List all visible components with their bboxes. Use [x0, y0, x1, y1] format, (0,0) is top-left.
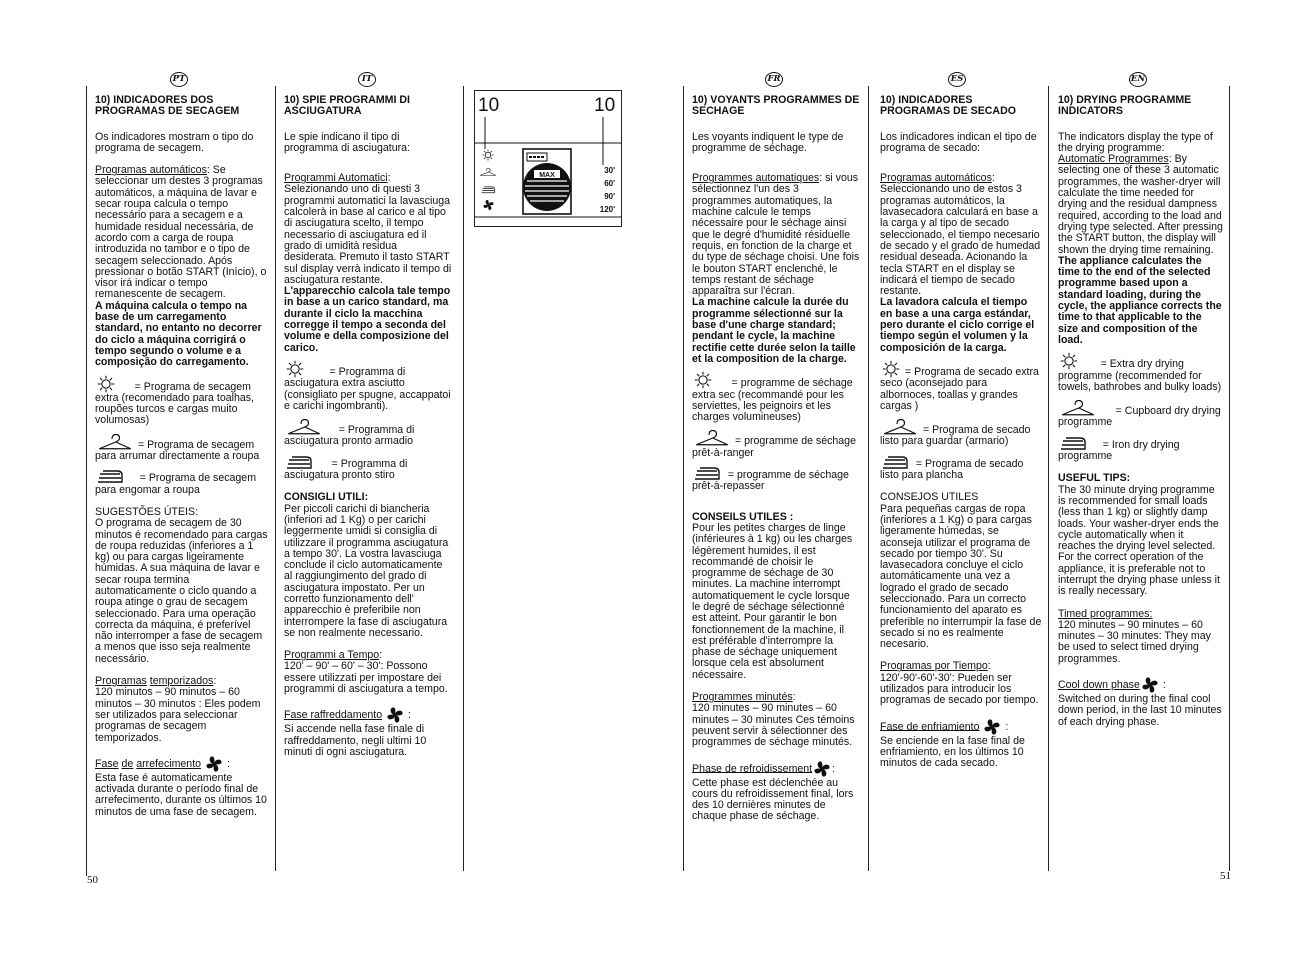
- column-divider: [275, 86, 276, 871]
- auto-programs-note: La lavadora calcula el tiempo en base a una carga estándar, pero durante el ciclo corrige el tiempo según el volumen y la composición de la carga.: [880, 296, 1035, 354]
- extra-dry-text: = Programma di asciugatura extra asciutto (consigliato per spugne, accappatoi e carichi ingombranti).: [284, 365, 451, 412]
- extra-dry-item: [692, 371, 860, 423]
- auto-programs-text: : By selecting one of these 3 automatic programmes, the washer-dryer will calculate the time needed for drying and the residual dampness required, according to the load and drying type selected. After pressing the START button, the display will shown the drying time remaining.: [1058, 153, 1223, 256]
- fan-icon: [385, 706, 405, 724]
- time-label: 60': [604, 179, 615, 188]
- sun-icon: [284, 360, 306, 378]
- extra-dry-item: [95, 375, 271, 427]
- column-pt: [95, 95, 271, 818]
- cool-label-part: Cool down phase: [1058, 678, 1140, 691]
- callout-number-left: 10: [478, 95, 500, 116]
- fan-icon: [812, 760, 832, 778]
- tips-text: Para pequeñas cargas de ropa (inferiores a 1 Kg) o para cargas ligeramente húmedas, se aconseja utilizar el programa de secado por tiempo 30'. Su lavasecadora concluye el ciclo automáticamente una vez a logrado el grado de secado seleccionado. Para un correcto funcionamiento del aparato es preferible no interrumpir la fase de secado si no es realmente necesario.: [880, 502, 1042, 651]
- time-label: 120': [599, 205, 615, 214]
- cupboard-dry-text: = Programma di asciugatura pronto armadio: [284, 424, 415, 448]
- hanger-icon: [880, 418, 920, 436]
- tips-label: CONSEILS UTILES :: [692, 510, 794, 523]
- intro-text: Os indicadores mostram o tipo do programa de secagem.: [95, 130, 254, 154]
- cupboard-dry-text: = Programa de secado listo para guardar (armario): [880, 424, 1031, 448]
- auto-programs-note: The appliance calculates the time to the end of the selected programme based upon a standard loading, during the cycle, the appliance corrects the time to that applicable to the size and composition of the load.: [1058, 254, 1222, 346]
- sun-icon: [1058, 352, 1080, 370]
- iron-dry-item: [1058, 435, 1224, 463]
- cupboard-dry-text: = Cupboard dry drying programme: [1058, 405, 1221, 429]
- auto-programs-label: Programas automáticos: [95, 164, 207, 177]
- timed-programs-label: Programas temporizados:: [95, 675, 217, 688]
- tips-label: SUGESTÕES ÚTEIS:: [95, 505, 199, 518]
- tips-label: CONSEJOS UTILES: [880, 491, 979, 504]
- iron-dry-text: = Programa de secagem para engomar a roupa: [95, 472, 257, 496]
- timed-programs-label: Programmi a Tempo:: [284, 649, 383, 662]
- column-divider: [1229, 86, 1230, 871]
- iron-dry-text: = programme de séchage prêt-à-repasser: [692, 469, 849, 493]
- auto-programs-note: L'apparecchio calcola tale tempo in base a un carico standard, ma durante il ciclo la macchina corregge il tempo a seconda del volume e della composizione del carico.: [284, 285, 451, 354]
- auto-programs-text: : si vous sélectionnez l'un des 3 programmes automatiques, la machine calcule le temps nécessaire pour le séchage ainsi que le degré d'humidité résiduelle requis, en fonction de la charge et du type de séchage choisi. Une fois le bouton START enclenché, le temps restant de séchage apparaîtra sur l'écran.: [692, 172, 860, 298]
- intro-text: Les voyants indiquent le type de programme de séchage.: [692, 130, 844, 154]
- column-divider: [868, 86, 869, 871]
- auto-programs-paragraph: [95, 165, 271, 301]
- cupboard-dry-item: [95, 433, 271, 463]
- timed-programs-text: 120 minutes – 90 minutes – 60 minutes – 30 minutes Ces témoins peuvent servir à sélectionner des programmes de séchage minutés.: [692, 702, 855, 749]
- language-badge-pt: PT: [170, 72, 188, 87]
- auto-programs-label: Programas automáticos: [880, 172, 992, 185]
- auto-programs-paragraph: [1058, 154, 1224, 256]
- timed-programs-text: 120 minutes – 90 minutes – 60 minutes – 30 minutes: They may be used to select timed drying programmes.: [1058, 618, 1211, 665]
- iron-icon: [95, 468, 125, 484]
- page-number-left: 50: [87, 874, 98, 886]
- time-label: 30': [604, 166, 615, 175]
- extra-dry-text: = programme de séchage extra sec (recommandé pour les serviettes, les peignoirs et les charges volumineuses): [692, 377, 853, 424]
- panel-drawing: [475, 91, 621, 226]
- sun-icon: [483, 150, 494, 161]
- auto-programs-note: La machine calcule la durée du programme sélectionné sur la base d'une charge standard; pendant le cycle, la machine rectifie cette durée selon la taille et la composition de la charge.: [692, 296, 856, 365]
- column-divider: [463, 86, 464, 871]
- iron-dry-text: = Programma di asciugatura pronto stiro: [284, 457, 408, 482]
- cool-label-part: arrefecimento: [136, 757, 202, 770]
- cupboard-dry-item: [1058, 399, 1224, 429]
- hanger-icon: [692, 429, 732, 447]
- section-heading: 10) INDICADORES DOS PROGRAMAS DE SECAGEM: [95, 94, 240, 118]
- column-en: [1058, 95, 1224, 728]
- section-heading: 10) DRYING PROGRAMME INDICATORS: [1058, 94, 1192, 118]
- timed-label-part: Programmes minutés: [692, 691, 793, 704]
- auto-programs-text: : Selezionando uno di questi 3 programmi automatici la lavasciuga calcolerà in base al carico e al tipo di asciugatura scelto, il tempo necessario di asciugatura ed il grado di umidità residua desiderata. Premuto il tasto START sul display verrà indicato il tempo di asciugatura restante.: [284, 172, 452, 286]
- cool-label-part: Fase de enfriamiento: [880, 720, 980, 733]
- cool-down-text: Se enciende en la fase final de enfriamiento, en los últimos 10 minutos de cada secado.: [880, 734, 1025, 770]
- callout-number-right: 10: [594, 95, 616, 116]
- cool-label-part: Fase raffreddamento: [284, 709, 383, 722]
- cool-down-label: Fase de enfriamiento :: [880, 718, 1042, 736]
- auto-programs-label: Programmi Automatici: [284, 172, 388, 185]
- control-panel-diagram: [474, 90, 622, 227]
- sun-icon: [95, 375, 117, 393]
- cupboard-dry-item: [880, 418, 1042, 448]
- auto-programs-paragraph: [284, 173, 452, 286]
- section-heading: 10) INDICADORES PROGRAMAS DE SECADO: [880, 94, 1016, 118]
- tips-label: CONSIGLI UTILI:: [284, 491, 369, 504]
- timed-label-part: Programas por Tiempo: [880, 660, 988, 673]
- auto-programs-label: Automatic Programmes: [1058, 153, 1169, 166]
- column-fr: [692, 95, 860, 823]
- fan-icon: [483, 200, 493, 210]
- iron-dry-item: [692, 465, 860, 493]
- iron-dry-item: [284, 454, 452, 482]
- cool-down-label: Fase de arrefecimento :: [95, 755, 271, 773]
- auto-programs-text: : Se seleccionar um destes 3 programas automáticos, a máquina de lavar e secar roupa calcula o tempo necessário para a secagem e a humidade residual necessária, de acordo com a carga de roupa introduzida no tambor e o tipo de secagem seleccionado. Após pressionar o botão START (Início), o visor irá indicar o tempo remanescente de secagem.: [95, 164, 267, 301]
- fan-icon: [982, 718, 1002, 736]
- timed-programs-text: 120'-90'-60'-30': Pueden ser utilizados para introducir los programas de secado por tiempo.: [880, 671, 1039, 707]
- column-divider: [683, 86, 684, 871]
- hanger-icon: [1058, 399, 1098, 417]
- auto-programs-label: Programmes automatiques: [692, 172, 820, 185]
- sun-icon: [880, 360, 902, 378]
- section-heading: 10) VOYANTS PROGRAMMES DE SECHAGE: [692, 94, 860, 118]
- cupboard-dry-text: = Programa de secagem para arrumar directamente a roupa: [95, 438, 260, 463]
- auto-programs-text: : Seleccionando uno de estos 3 programas automáticos, la lavasecadora calculará en base a la carga y al tipo de secado seleccionado, el tiempo necesario de secado y el grado de humedad residual deseada. Acionando la tecla START en el display se indicará el tiempo de secado restante.: [880, 172, 1041, 298]
- timed-label-part: temporizados: [149, 675, 214, 688]
- timed-label-part: Programmi a Tempo: [284, 649, 380, 662]
- cool-down-text: Cette phase est déclenchée au cours du refroidissement final, lors des 10 dernières minutes de chaque phase de séchage.: [692, 776, 854, 823]
- cool-label-part: Fase: [95, 757, 119, 770]
- intro-text: Le spie indicano il tipo di programma di asciugatura:: [284, 130, 411, 154]
- fan-icon: [204, 755, 224, 773]
- column-divider: [1048, 86, 1049, 871]
- column-it: [284, 95, 452, 758]
- fan-icon: [1140, 676, 1160, 694]
- intro-text: The indicators display the type of the drying programme:: [1058, 130, 1213, 154]
- iron-dry-item: [95, 468, 271, 496]
- timed-label-part: Programas: [95, 675, 147, 688]
- column-divider: [86, 86, 87, 876]
- display-max-label: MAX: [539, 172, 555, 179]
- hanger-icon: [284, 418, 324, 436]
- tips-label: USEFUL TIPS:: [1058, 472, 1131, 485]
- extra-dry-text: = Programa de secagem extra (recomendado para toalhas, roupões turcos e cargas muito volumosas): [95, 380, 254, 427]
- extra-dry-item: [284, 360, 452, 412]
- iron-icon: [482, 187, 495, 193]
- cool-label-part: de: [121, 757, 134, 770]
- iron-icon: [284, 454, 314, 470]
- time-label: 90': [604, 192, 615, 201]
- iron-icon: [1058, 435, 1088, 451]
- cupboard-dry-item: [284, 418, 452, 448]
- auto-programs-paragraph: [880, 173, 1042, 297]
- iron-dry-text: = Programa de secado listo para plancha: [880, 457, 1024, 482]
- timed-label-part: Timed programmes:: [1058, 607, 1153, 620]
- timed-programs-label: Programas por Tiempo:: [880, 660, 991, 673]
- extra-dry-item: [880, 360, 1042, 412]
- section-heading: 10) SPIE PROGRAMMI DI ASCIUGATURA: [284, 94, 410, 118]
- tips-text: O programa de secagem de 30 minutos é recomendado para cargas de roupa reduzidas (inferiores a 1 kg) ou para cargas ligeiramente húmidas. A sua máquina de lavar e secar roupa termina automaticamente o ciclo quando a roupa atinge o grau de secagem seleccionado. Para uma operação correcta da máquina, é preferível não interromper a fase de secagem a menos que isso seja realmente necessário.: [95, 517, 268, 665]
- extra-dry-text: = Programa de secado extra seco (aconsejado para albornoces, toallas y grandes cargas ): [880, 365, 1039, 412]
- iron-dry-item: [880, 454, 1042, 482]
- iron-icon: [692, 465, 722, 481]
- timed-programs-label: Programmes minutés:: [692, 691, 796, 704]
- hanger-icon: [480, 168, 496, 175]
- cool-down-text: Esta fase é automaticamente activada durante o período final de arrefecimento, durante os últimos 10 minutos de uma fase de secagem.: [95, 771, 267, 818]
- cupboard-dry-text: = programme de séchage prêt-à-ranger: [692, 435, 856, 459]
- cupboard-dry-item: [692, 429, 860, 459]
- extra-dry-text: = Extra dry drying programme (recommended for towels, bathrobes and bulky loads): [1058, 358, 1222, 393]
- tips-text: Pour les petites charges de linge (inférieures à 1 kg) ou les charges légèrement humides, il est recommandé de choisir le programme de séchage de 30 minutes. La machine interrompt automatiquement le cycle lorsque le degré de séchage sélectionné est atteint. Pour garantir le bon fonctionnement de la machine, il est préférable d'interrompre la phase de séchage uniquement lorsque cela est absolument nécessaire.: [692, 521, 853, 681]
- language-badge-fr: FR: [765, 72, 783, 87]
- timed-programs-text: 120' – 90' – 60' – 30': Possono essere utilizzati per impostare dei programmi di asciugatura a tempo.: [284, 660, 448, 696]
- iron-dry-text: = Iron dry drying programme: [1058, 438, 1180, 463]
- cool-down-label: Phase de refroidissement :: [692, 760, 860, 778]
- cool-down-label: Cool down phase :: [1058, 676, 1224, 694]
- tips-text: Per piccoli carichi di biancheria (inferiori ad 1 Kg) o per carichi leggermente umidi si consiglia di utilizzare il programma asciugatura a tempo 30'. La vostra lavasciuga conclude il ciclo automaticamente al raggiungimento del grado di asciugatura impostato. Per un corretto funzionamento dell' apparecchio è preferibile non interrompere la fase di asciugatura se non realmente necessario.: [284, 502, 449, 639]
- cool-down-text: Si accende nella fase finale di raffreddamento, negli ultimi 10 minuti di ogni asciugatura.: [284, 723, 427, 758]
- cool-down-text: Switched on during the final cool down period, in the last 10 minutes of each drying phase.: [1058, 693, 1222, 728]
- language-badge-en: EN: [1129, 72, 1147, 87]
- cool-label-part: Phase de refroidissement: [692, 762, 813, 775]
- sun-icon: [692, 371, 714, 389]
- language-badge-it: IT: [358, 72, 376, 87]
- language-badge-es: ES: [948, 72, 966, 87]
- iron-icon: [880, 454, 910, 470]
- hanger-icon: [95, 433, 135, 451]
- timed-programs-text: 120 minutos – 90 minutos – 60 minutos – 30 minutos : Eles podem ser utilizados para seleccionar programas de secagem temporizados.: [95, 686, 261, 744]
- tips-text: The 30 minute drying programme is recommended for small loads (less than 1 kg) or slightly damp loads. Your washer-dryer ends the cycle automatically when it reaches the drying level selected. For the correct operation of the appliance, it is preferable not to interrupt the drying phase unless it is really necessary.: [1058, 483, 1220, 598]
- intro-text: Los indicadores indican el tipo de programa de secado:: [880, 130, 1037, 154]
- auto-programs-paragraph: [692, 173, 860, 297]
- auto-programs-note: A máquina calcula o tempo na base de um carregamento standard, no entanto no decorrer do ciclo a máquina corrigirá o tempo segundo o volume e a composição do carregamento.: [95, 299, 262, 369]
- page-number-right: 51: [1220, 870, 1231, 882]
- column-es: [880, 95, 1042, 770]
- extra-dry-item: [1058, 352, 1224, 393]
- cool-down-label: Fase raffreddamento :: [284, 706, 452, 724]
